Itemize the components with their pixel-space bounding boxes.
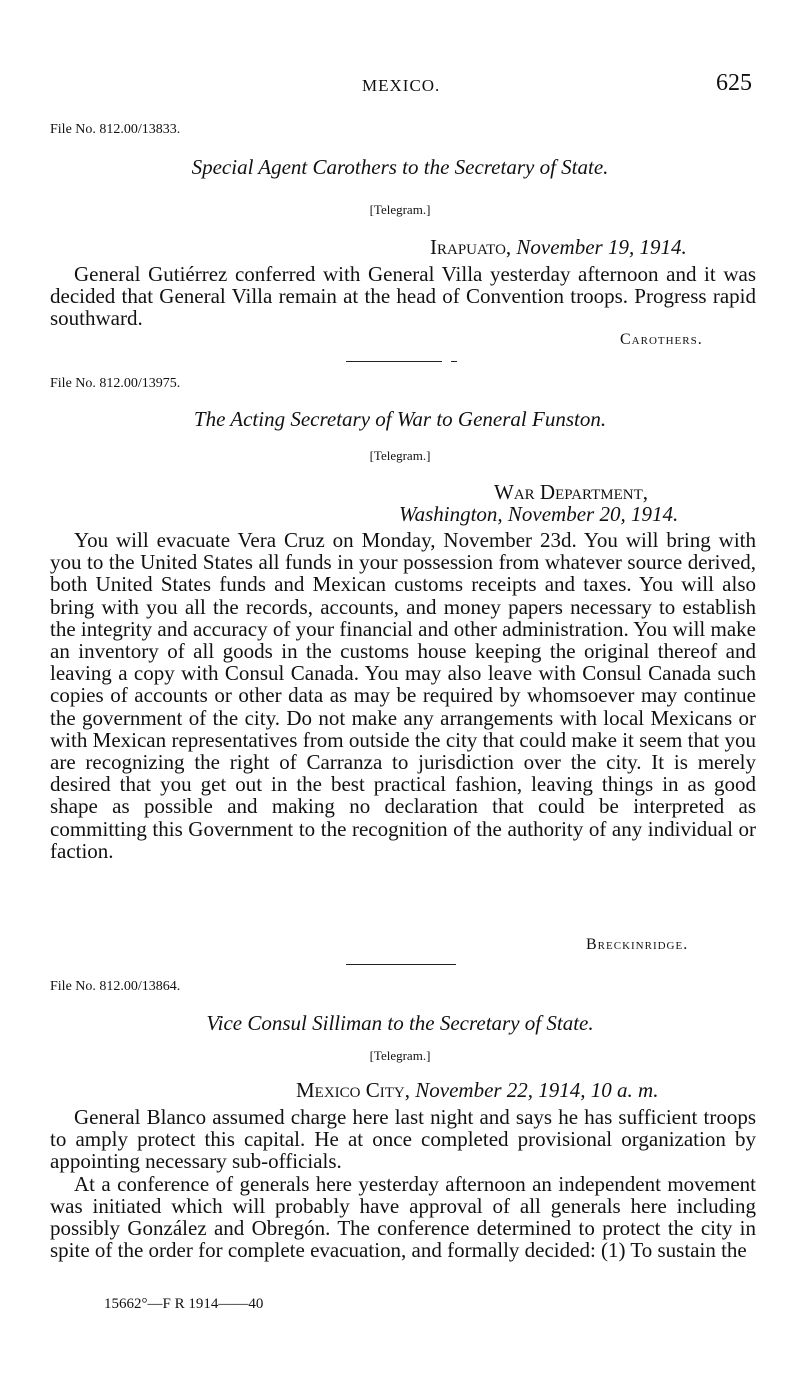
body-paragraph: General Blanco assumed charge here last night and says he has sufficient troops to amply protect this capital. He at once completed provisional organization by appointing necessary sub-officials. [50, 1105, 756, 1174]
dateline-office: War Department, [494, 480, 649, 504]
section-divider [346, 964, 456, 965]
page-number: 625 [716, 70, 752, 96]
running-title: MEXICO. [362, 76, 441, 95]
dateline [296, 1078, 658, 1103]
file-number: File No. 812.00/13975. [50, 376, 181, 391]
dateline-date: November 22, 1914, 10 a. m. [415, 1078, 659, 1102]
document-body [50, 263, 756, 330]
section-divider-dash [451, 361, 457, 362]
document-heading: The Acting Secretary of War to General Funston. [193, 407, 607, 431]
section-divider [346, 361, 442, 362]
signature: Breckinridge. [586, 936, 689, 953]
file-number: File No. 812.00/13833. [50, 122, 181, 137]
body-paragraph: You will evacuate Vera Cruz on Monday, November 23d. You will bring with you to the United States all funds in your possession from whatever source derived, both United States funds and Mexican customs receipts and taxes. You will also bring with you all the records, accounts, and money papers necessary to establish the integrity and accuracy of your financial and other administration. You will make an inventory of all goods in the customs house keeping the original thereof and leaving a copy with Consul Canada. You may also leave with Consul Canada such copies of accounts or other data as may be required by whomsoever may continue the government of the city. Do not make any arrangements with local Mexicans or with Mexican representatives from outside the city that could make it seem that you are recognizing the right of Carranza to jurisdiction over the city. It is merely desired that you get out in the best practical fashion, leaving things in as good shape as possible and making no declaration that could be interpreted as committing this Government to the recognition of the authority of any individual or faction. [50, 528, 756, 863]
telegram-label: [Telegram.] [369, 1048, 431, 1063]
print-signature-mark: 15662°—F R 1914——40 [104, 1296, 264, 1312]
body-paragraph: At a conference of generals here yesterday afternoon an independent movement was initiated which will probably have approval of all generals here including possibly González and Obregón. The conference determined to protect the city in spite of the order for complete evacuation, and formally decided: (1) To sustain the [50, 1171, 756, 1263]
document-body [50, 529, 756, 862]
document-body [50, 1106, 756, 1261]
dateline-place: Mexico City, [296, 1078, 410, 1102]
dateline-place-date: Washington, November 20, 1914. [399, 502, 679, 526]
dateline-date: November 19, 1914. [516, 235, 687, 259]
dateline [430, 235, 687, 260]
telegram-label: [Telegram.] [369, 448, 431, 463]
file-number: File No. 812.00/13864. [50, 979, 181, 994]
running-head [0, 70, 800, 100]
telegram-label: [Telegram.] [369, 202, 431, 217]
dateline-place: Irapuato, [430, 235, 512, 259]
document-heading: Special Agent Carothers to the Secretary of State. [191, 155, 609, 179]
document-heading: Vice Consul Silliman to the Secretary of State. [206, 1011, 594, 1035]
signature: Carothers. [620, 331, 703, 348]
body-paragraph: General Gutiérrez conferred with General Villa yesterday afternoon and it was decided that General Villa remain at the head of Convention troops. Progress rapid southward. [50, 262, 756, 331]
